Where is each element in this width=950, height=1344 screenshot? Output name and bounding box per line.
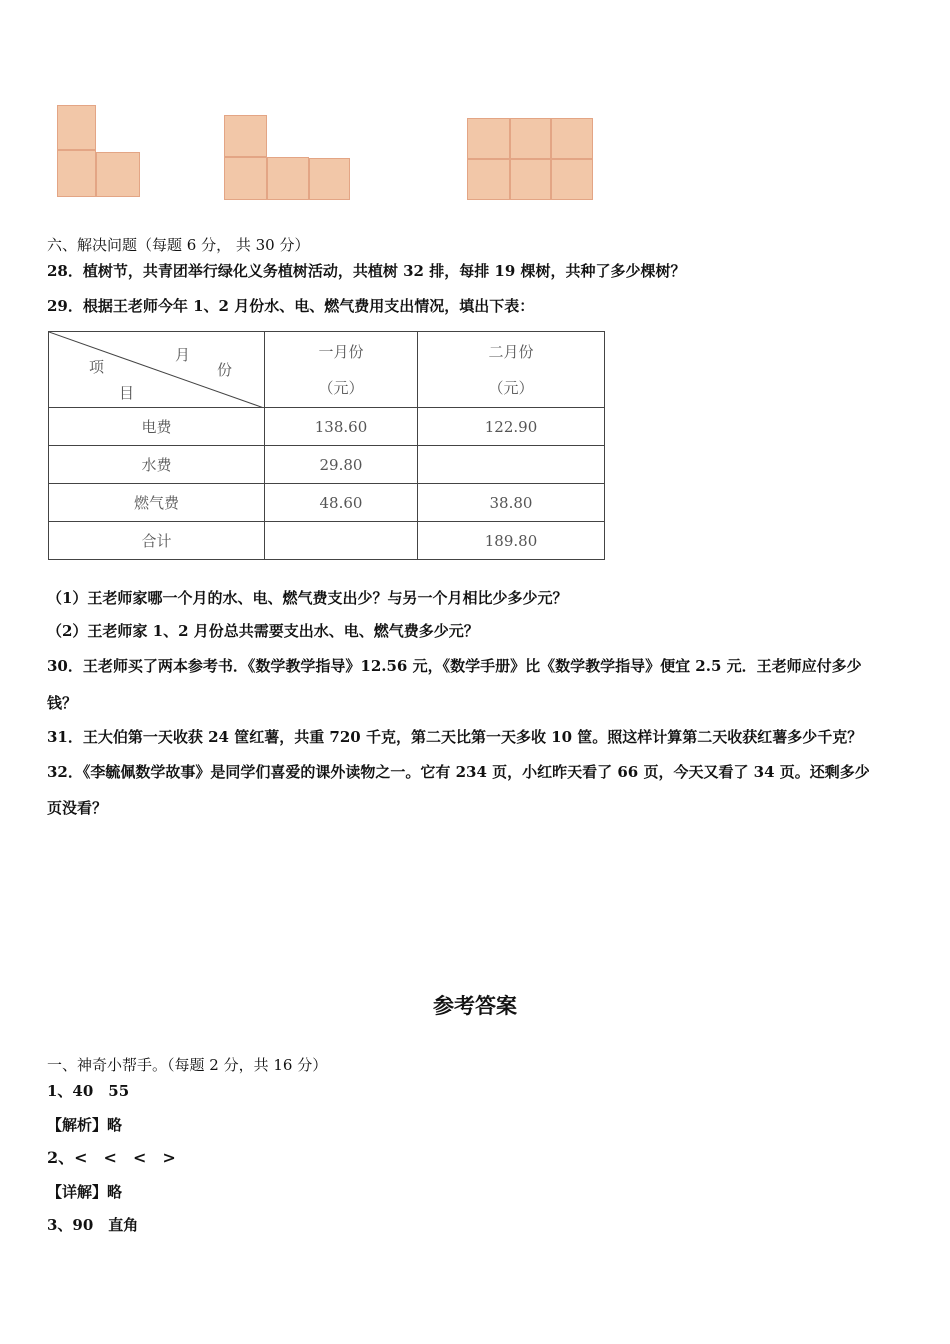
table-row: 合计 189.80 [49, 522, 605, 560]
table-row: 电费 138.60 122.90 [49, 408, 605, 446]
answer-2-note: 【详解】略 [47, 1183, 123, 1201]
question-29-2: （2）王老师家 1、2 月份总共需要支出水、电、燃气费多少元？ [47, 622, 479, 640]
answer-3: 3、90 直角 [47, 1216, 139, 1234]
table-row: 水费 29.80 [49, 446, 605, 484]
expense-table [48, 331, 605, 560]
corner-fen: 份 [217, 361, 233, 379]
answers-title: 参考答案 [433, 994, 517, 1018]
question-29-1: （1）王老师家哪一个月的水、电、燃气费支出少？与另一个月相比少多少元？ [47, 589, 568, 607]
question-32-line2: 页没看？ [47, 799, 108, 817]
question-29: 29．根据王老师今年 1、2 月份水、电、燃气费用支出情况，填出下表： [47, 297, 535, 315]
header-feb: 二月份 （元） [418, 332, 605, 408]
question-28: 28．植树节，共青团举行绿化义务植树活动，共植树 32 排，每排 19 棵树，共种了多少棵树？ [47, 262, 686, 280]
table-corner-cell [49, 332, 265, 408]
question-30-line1: 30．王老师买了两本参考书．《数学教学指导》12.56 元，《数学手册》比《数学教学指导》便宜 2.5 元．王老师应付多少 [47, 657, 862, 675]
question-31: 31．王大伯第一天收获 24 筐红薯，共重 720 千克，第二天比第一天多收 10 筐。照这样计算第二天收获红薯多少千克？ [47, 728, 863, 746]
section-heading: 六、解决问题（每题 6 分， 共 30 分） [47, 236, 310, 254]
answer-2: 2、< < < > [47, 1148, 176, 1167]
answer-1: 1、40 55 [47, 1082, 130, 1100]
table-row: 燃气费 48.60 38.80 [49, 484, 605, 522]
header-jan: 一月份 （元） [265, 332, 418, 408]
answer-1-note: 【解析】略 [47, 1116, 123, 1134]
corner-mu: 目 [119, 384, 135, 402]
corner-month: 月 [175, 346, 191, 364]
question-30-line2: 钱？ [47, 694, 78, 712]
answers-section-1: 一、神奇小帮手。（每题 2 分，共 16 分） [47, 1056, 328, 1074]
corner-xiang: 项 [89, 358, 105, 376]
question-32-line1: 32．《李毓佩数学故事》是同学们喜爱的课外读物之一。它有 234 页，小红昨天看了 66 页，今天又看了 34 页。还剩多少 [47, 763, 870, 781]
